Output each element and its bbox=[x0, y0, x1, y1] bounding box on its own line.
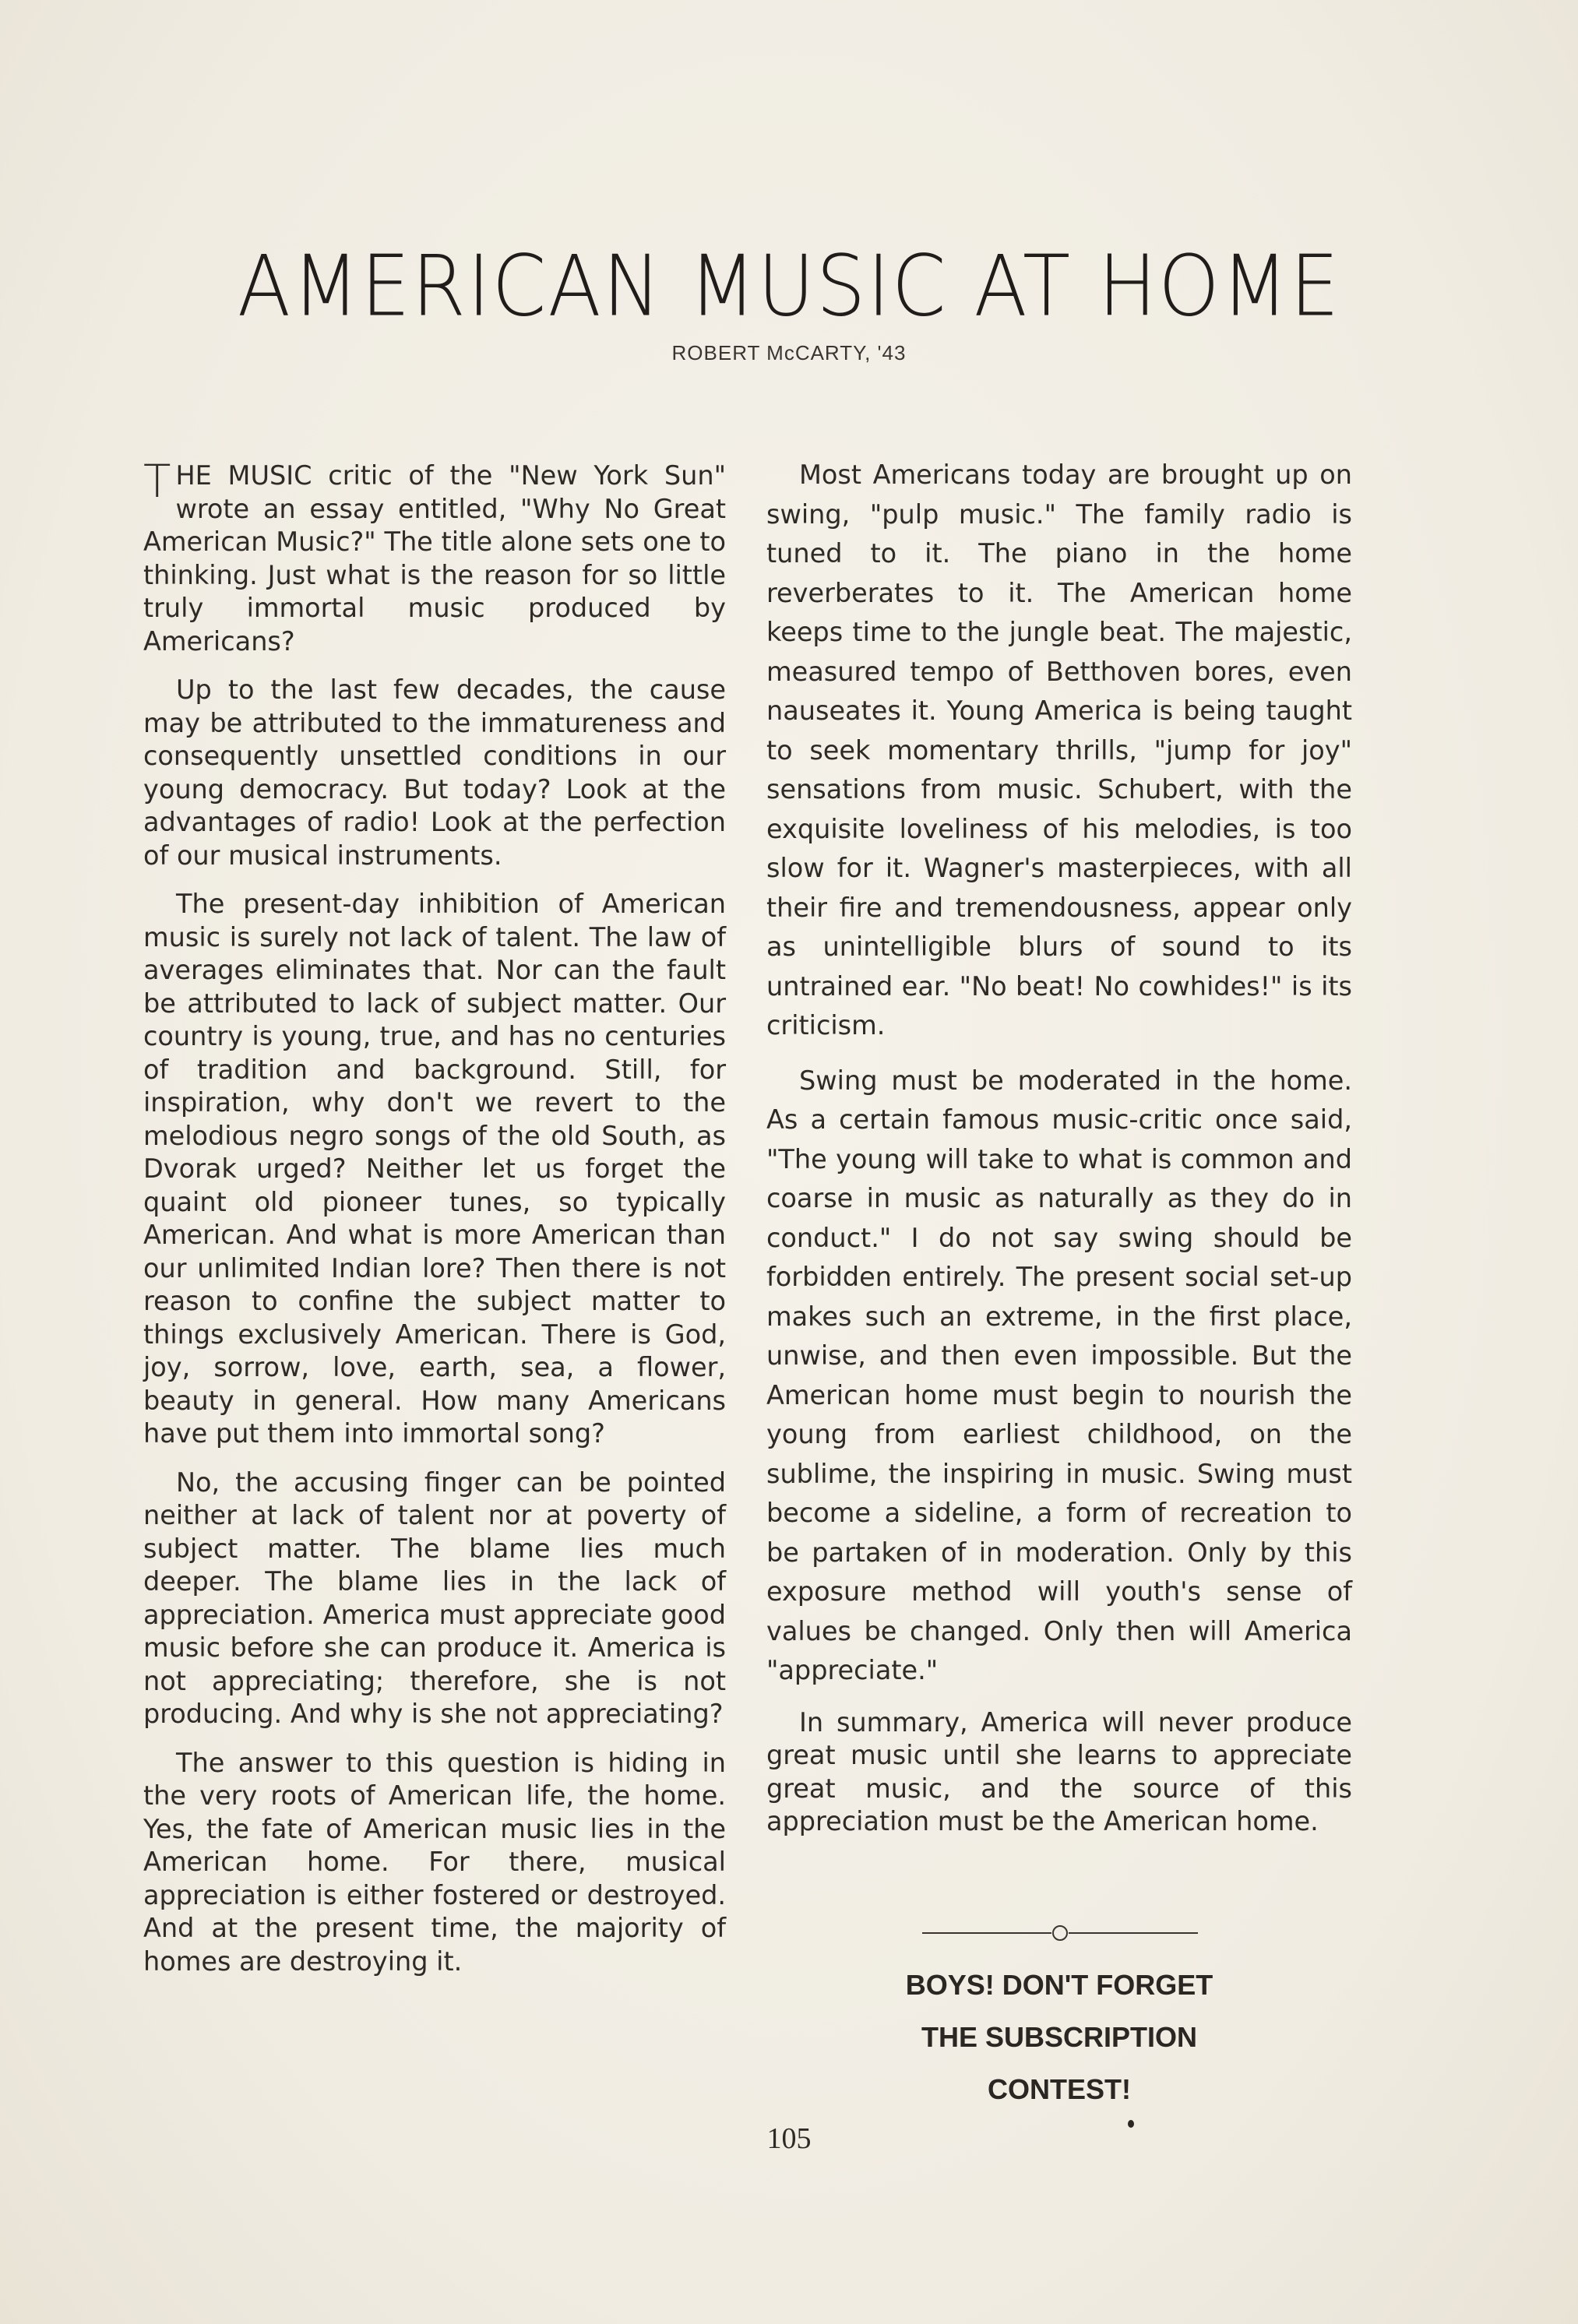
paragraph: Up to the last few decades, the cause may be attributed to the immatureness and consequently unsettled conditions in our young democracy. But today? Look at the advantages of radio! Look at the perfection of our musical instruments. bbox=[143, 674, 726, 871]
notice-line: THE SUBSCRIPTION bbox=[921, 2021, 1198, 2053]
page-number: 105 bbox=[766, 2122, 812, 2155]
paragraph: Swing must be moderated in the home. As a certain famous music-critic once said, "The young will take to what is common and coarse in music as naturally as they do in conduct." I do not say swing should be forbidden entirely. The present social set-up makes such an extreme, in the first place, unwise, and then even impossible. But the American home must begin to nourish the young from earliest childhood, on the sublime, the inspiring in music. Swing must become a sideline, a form of recreation to be partaken of in moderation. Only by this exposure method will youth's sense of values be changed. Only then will America "appreciate." bbox=[766, 1065, 1352, 1685]
article-title: AMERICAN MUSIC AT HOME bbox=[237, 237, 1341, 336]
article-byline: ROBERT McCARTY, '43 bbox=[671, 341, 907, 364]
paragraph-text: HE MUSIC critic of the "New York Sun" wrote an essay entitled, "Why No Great American Music?" The title alone sets one to thinking. Just what is the reason for so little truly immortal music produced by Americans? bbox=[143, 460, 726, 657]
drop-cap: T bbox=[143, 455, 171, 508]
paragraph: No, the accusing finger can be pointed neither at lack of talent nor at poverty of subject matter. The blame lies much deeper. The blame lies in the lack of appreciation. America must appreciate good music before she can produce it. America is not appreciating; therefore, she is not producing. And why is she not appreciating? bbox=[143, 1467, 726, 1729]
left-column bbox=[143, 455, 726, 1994]
paragraph: In summary, America will never produce great music until she learns to appreciate great music, and the source of this appreciation must be the American home. bbox=[766, 1706, 1352, 1836]
paragraph: The answer to this question is hiding in the very roots of American life, the home. Yes, the fate of American music lies in the American home. For there, musical appreciation is either fostered or destroyed. And at the present time, the majority of homes are destroying it. bbox=[143, 1747, 726, 1977]
subscription-notice bbox=[766, 1959, 1352, 2115]
notice-line: BOYS! DON'T FORGET bbox=[905, 1969, 1213, 2001]
paragraph bbox=[143, 455, 726, 658]
right-column bbox=[766, 456, 1352, 1854]
section-divider bbox=[922, 1924, 1198, 1942]
paragraph: The present-day inhibition of American music is surely not lack of talent. The law of averages eliminates that. Nor can the fault be attributed to lack of subject matter. Our country is young, true, and has no centuries of tradition and background. Still, for inspiration, why don't we revert to the melodious negro songs of the old South, as Dvorak urged? Neither let us forget the quaint old pioneer tunes, so typically American. And what is more American than our unlimited Indian lore? Then there is not reason to confine the subject matter to things exclusively American. There is God, joy, sorrow, love, earth, sea, a flower, beauty in general. How many Americans have put them into immortal song? bbox=[143, 889, 726, 1449]
notice-line: CONTEST! bbox=[988, 2073, 1131, 2105]
paragraph: Most Americans today are brought up on swing, "pulp music." The family radio is tuned to it. The piano in the home reverberates to it. The American home keeps time to the jungle beat. The majestic, measured tempo of Betthoven bores, even nauseates it. Young America is being taught to seek momentary thrills, "jump for joy" sensations from music. Schubert, with the exquisite loveliness of his melodies, is too slow for it. Wagner's masterpieces, with all their fire and tremendousness, appear only as unintelligible blurs of sound to its untrained ear. "No beat! No cowhides!" is its criticism. bbox=[766, 460, 1352, 1041]
